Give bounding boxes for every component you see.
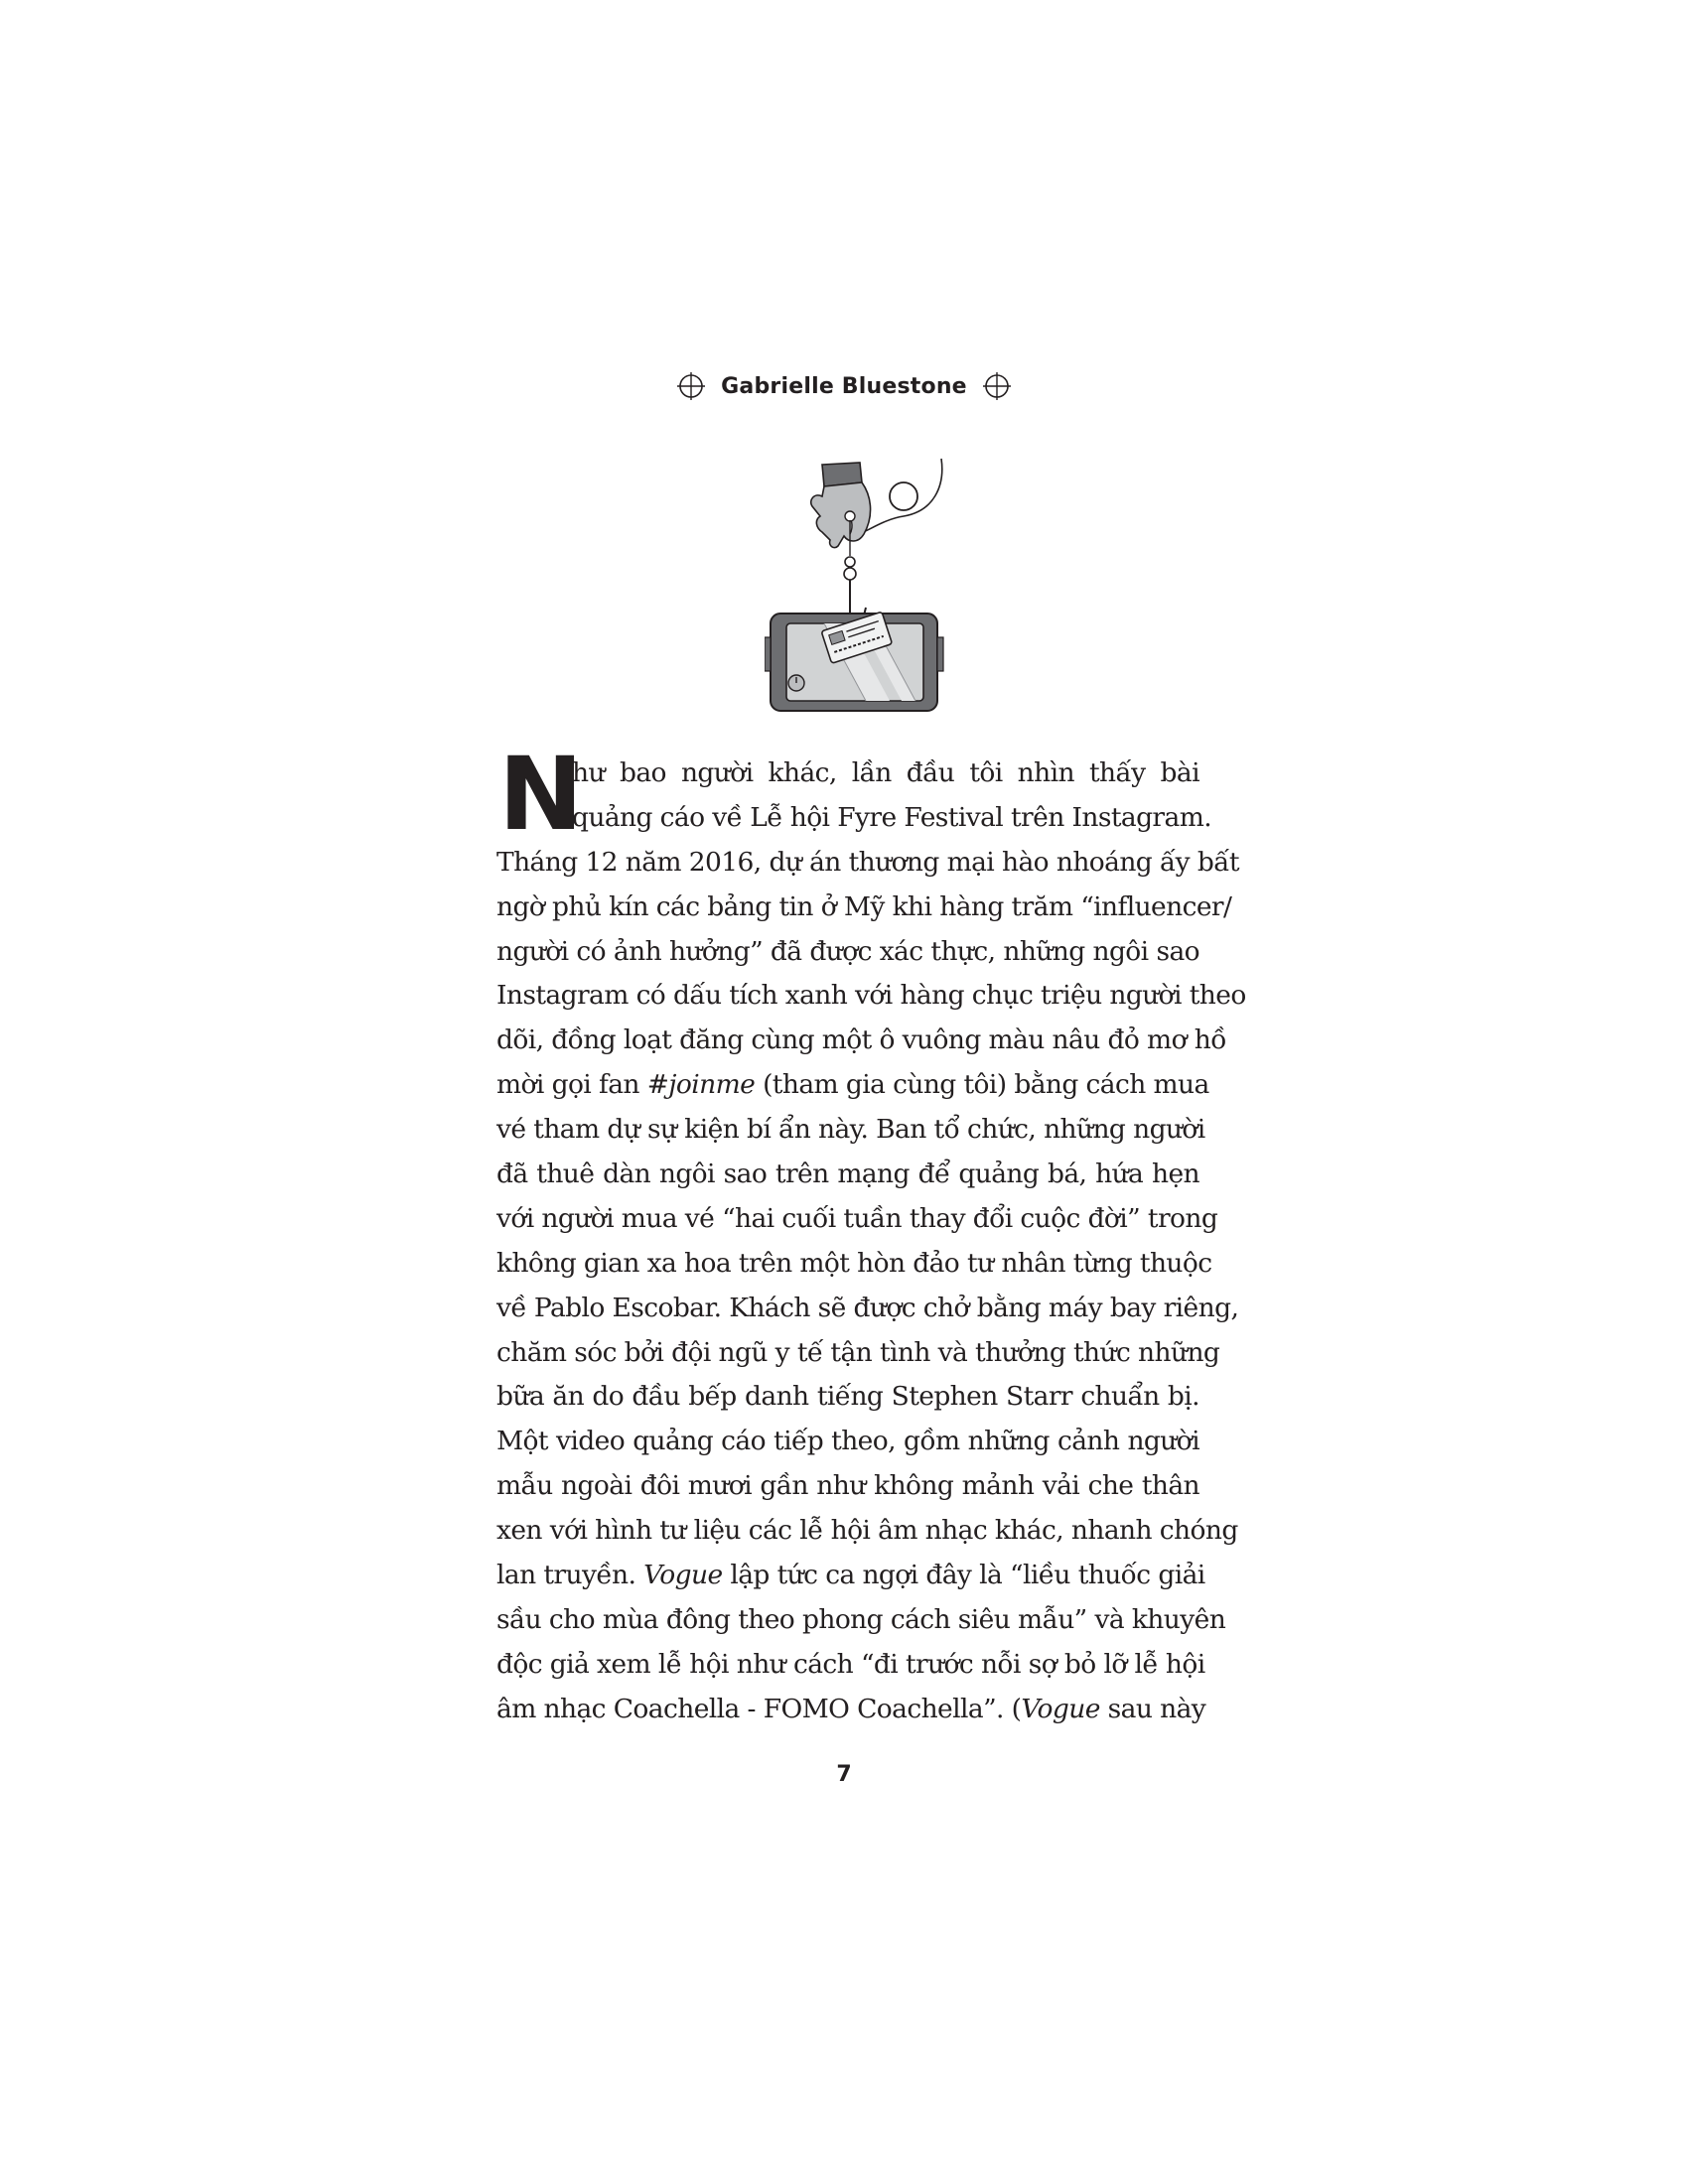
- text-line: quảng cáo về Lễ hội Fyre Festival trên Instagram.: [572, 801, 1212, 833]
- publication-name: Vogue: [643, 1560, 723, 1591]
- text-line: [496, 1063, 1209, 1108]
- running-header: [0, 372, 1688, 400]
- hand-fishing-hook-phone-illustration: [765, 457, 963, 725]
- text-line: với người mua vé “hai cuối tuần thay đổi cuộc đời” trong: [496, 1202, 1218, 1234]
- text-line: đã thuê dàn ngôi sao trên mạng để quảng bá, hứa hẹn: [496, 1159, 1199, 1190]
- text-segment: lập tức ca ngợi đây là “liều thuốc giải: [730, 1560, 1205, 1591]
- text-line: [496, 1554, 1205, 1598]
- registration-mark-icon: [677, 372, 705, 400]
- text-line: ngờ phủ kín các bảng tin ở Mỹ khi hàng trăm “influencer/: [496, 890, 1232, 922]
- publication-name: Vogue: [1021, 1693, 1100, 1724]
- text-segment: sau này: [1107, 1693, 1206, 1724]
- text-line: vé tham dự sự kiện bí ẩn này. Ban tổ chức, những người: [496, 1114, 1205, 1146]
- text-segment: âm nhạc Coachella - FOMO Coachella”. (: [496, 1693, 1022, 1724]
- text-segment: lan truyền.: [496, 1560, 636, 1591]
- text-line: sầu cho mùa đông theo phong cách siêu mẫu” và khuyên: [496, 1603, 1226, 1635]
- text-line: dõi, đồng loạt đăng cùng một ô vuông màu nâu đỏ mơ hồ: [496, 1024, 1226, 1056]
- text-segment: (tham gia cùng tôi) bằng cách mua: [763, 1069, 1209, 1101]
- text-line: Instagram có dấu tích xanh với hàng chục triệu người theo: [496, 980, 1246, 1012]
- text-line: về Pablo Escobar. Khách sẽ được chở bằng máy bay riêng,: [496, 1292, 1239, 1323]
- author-name: Gabrielle Bluestone: [721, 373, 967, 399]
- text-segment: mời gọi fan: [496, 1069, 639, 1101]
- drop-cap: N: [498, 736, 584, 854]
- text-line: [496, 1688, 1206, 1732]
- text-line: chăm sóc bởi đội ngũ y tế tận tình và thưởng thức những: [496, 1336, 1220, 1368]
- text-line: người có ảnh hưởng” đã được xác thực, những ngôi sao: [496, 935, 1199, 967]
- text-line: không gian xa hoa trên một hòn đảo tư nhân từng thuộc: [496, 1247, 1212, 1279]
- text-line: xen với hình tư liệu các lễ hội âm nhạc khác, nhanh chóng: [496, 1515, 1238, 1547]
- text-line: hư bao người khác, lần đầu tôi nhìn thấy bài: [572, 757, 1199, 788]
- text-line: Một video quảng cáo tiếp theo, gồm những cảnh người: [496, 1426, 1199, 1457]
- text-line: độc giả xem lễ hội như cách “đi trước nỗi sợ bỏ lỡ lễ hội: [496, 1648, 1205, 1680]
- text-line: bữa ăn do đầu bếp danh tiếng Stephen Starr chuẩn bị.: [496, 1381, 1199, 1413]
- text-line: Tháng 12 năm 2016, dự án thương mại hào nhoáng ấy bất: [496, 846, 1239, 878]
- registration-mark-icon: [983, 372, 1011, 400]
- hashtag-text: #joinme: [646, 1069, 756, 1101]
- text-line: mẫu ngoài đôi mươi gần như không mảnh vải che thân: [496, 1470, 1199, 1502]
- page-number: 7: [836, 1762, 852, 1787]
- body-paragraph: [496, 736, 1246, 1732]
